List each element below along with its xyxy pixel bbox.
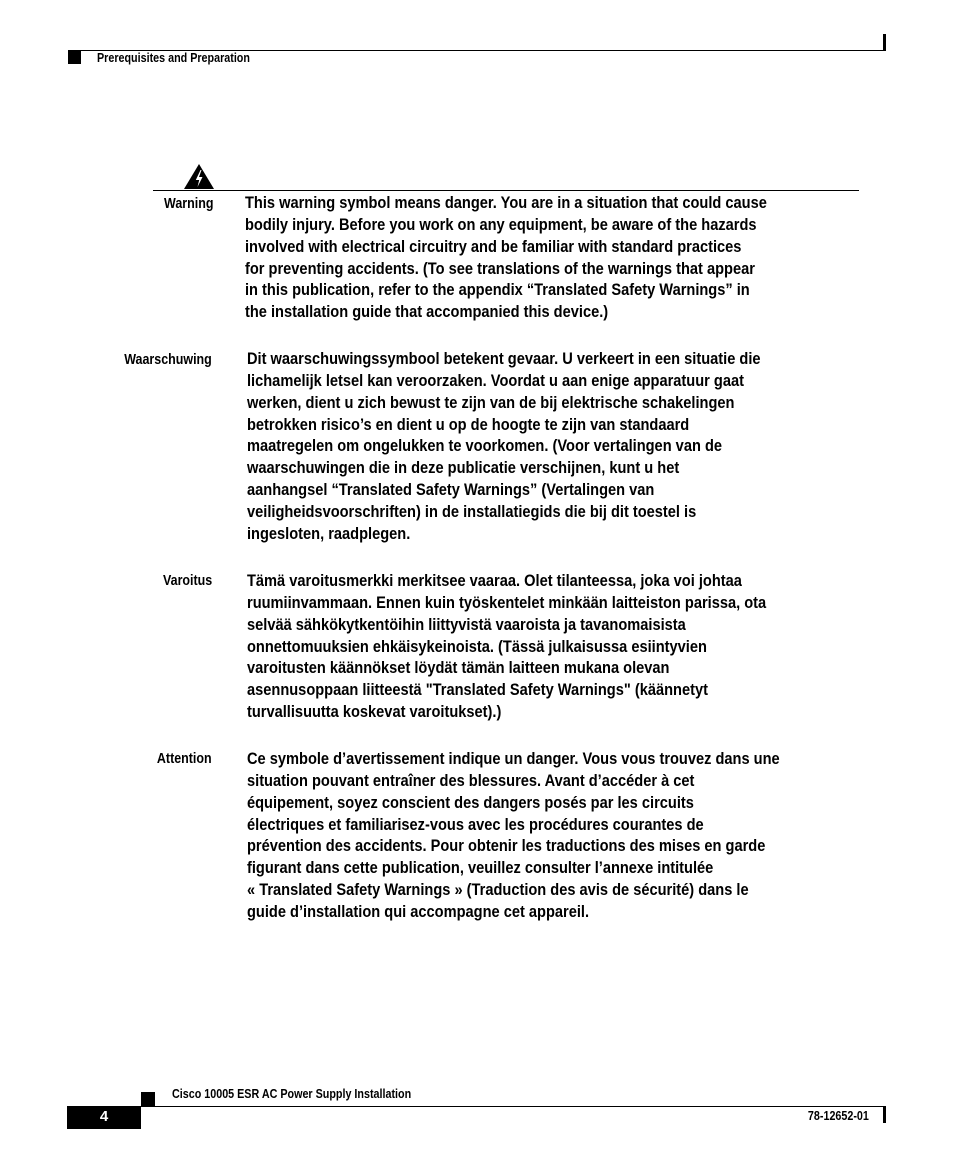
warning-text-line: werken, dient u zich bewust te zijn van de bij elektrische schakelingen [247,392,735,412]
warning-text-line: Ce symbole d’avertissement indique un danger. Vous vous trouvez dans une [247,749,780,768]
warning-text-line: lichamelijk letsel kan veroorzaken. Voordat u aan enige apparatuur gaat [247,370,744,390]
warning-triangle-lightning-icon [183,163,215,190]
page-number: 4 [99,1108,109,1125]
warning-text-line: ruumiinvammaan. Ennen kuin työskentelet minkään laitteiston parissa, ota [247,592,767,612]
warning-text-line: This warning symbol means danger. You are in a situation that could cause [245,193,767,212]
warning-text-line: guide d’installation qui accompagne cet appareil. [247,901,590,921]
warning-rule [153,190,859,191]
warning-text-fr [247,748,780,923]
document-title: Cisco 10005 ESR AC Power Supply Installation [172,1087,412,1101]
warning-text-line: involved with electrical circuitry and be familiar with standard practices [245,236,742,256]
warning-text-line: selvää sähkökytkentöihin liittyvistä vaaroista ja tavanomaisista [247,614,686,634]
warning-text-line: Tämä varoitusmerkki merkitsee vaaraa. Olet tilanteessa, joka voi johtaa [247,571,742,590]
warning-text-line: situation pouvant entraîner des blessures. Avant d’accéder à cet [247,770,695,790]
warning-text-line: varoitusten käännökset löydät tämän laitteen mukana olevan [247,658,670,678]
warning-text-line: équipement, soyez conscient des dangers posés par les circuits [247,792,694,812]
warning-text-line: figurant dans cette publication, veuillez consulter l’annexe intitulée [247,858,714,878]
header-tick [883,34,886,51]
warning-text-line: aanhangsel “Translated Safety Warnings” (Vertalingen van [247,480,655,500]
page-number-box [67,1106,141,1129]
warning-text-line: the installation guide that accompanied this device.) [245,302,609,322]
warning-text-fi [247,570,766,723]
footer-rule [141,1106,886,1107]
warning-text-line: bodily injury. Before you work on any equipment, be aware of the hazards [245,214,757,234]
warning-text-line: électriques et familiarisez-vous avec les procédures courantes de [247,814,704,834]
warning-label-nl: Waarschuwing [124,352,212,368]
footer-tick [883,1106,886,1123]
warning-label-fi: Varoitus [162,573,212,589]
warning-text-line: maatregelen om ongelukken te voorkomen. (Voor vertalingen van de [247,436,723,456]
warning-text-nl [247,348,761,545]
warning-text-line: « Translated Safety Warnings » (Traduction des avis de sécurité) dans le [247,880,749,900]
warning-text-line: Dit waarschuwingssymbool betekent gevaar. U verkeert in een situatie die [247,349,761,368]
warning-text-en [245,192,767,323]
header-marker [68,51,81,64]
warning-text-line: in this publication, refer to the appendix “Translated Safety Warnings” in [245,280,750,300]
warning-text-line: for preventing accidents. (To see translations of the warnings that appear [245,258,755,278]
warning-text-line: asennusoppaan liitteestä "Translated Safety Warnings" (käännetyt [247,680,708,700]
warning-text-line: betrokken risico’s en dient u op de hoogte te zijn van standaard [247,414,690,434]
warning-text-line: ingesloten, raadplegen. [247,523,411,543]
warning-label-en: Warning [163,196,213,212]
footer-marker [141,1092,155,1106]
warning-text-line: prévention des accidents. Pour obtenir les traductions des mises en garde [247,836,766,856]
document-number: 78-12652-01 [808,1109,869,1123]
warning-text-line: waarschuwingen die in deze publicatie verschijnen, kunt u het [247,458,680,478]
section-title: Prerequisites and Preparation [97,51,250,65]
warning-text-line: veiligheidsvoorschriften) in de installatiegids die bij dit toestel is [247,501,697,521]
warning-text-line: turvallisuutta koskevat varoitukset).) [247,702,502,722]
warning-label-fr: Attention [157,751,212,767]
warning-text-line: onnettomuuksien ehkäisykeinoista. (Tässä julkaisussa esiintyvien [247,636,707,656]
